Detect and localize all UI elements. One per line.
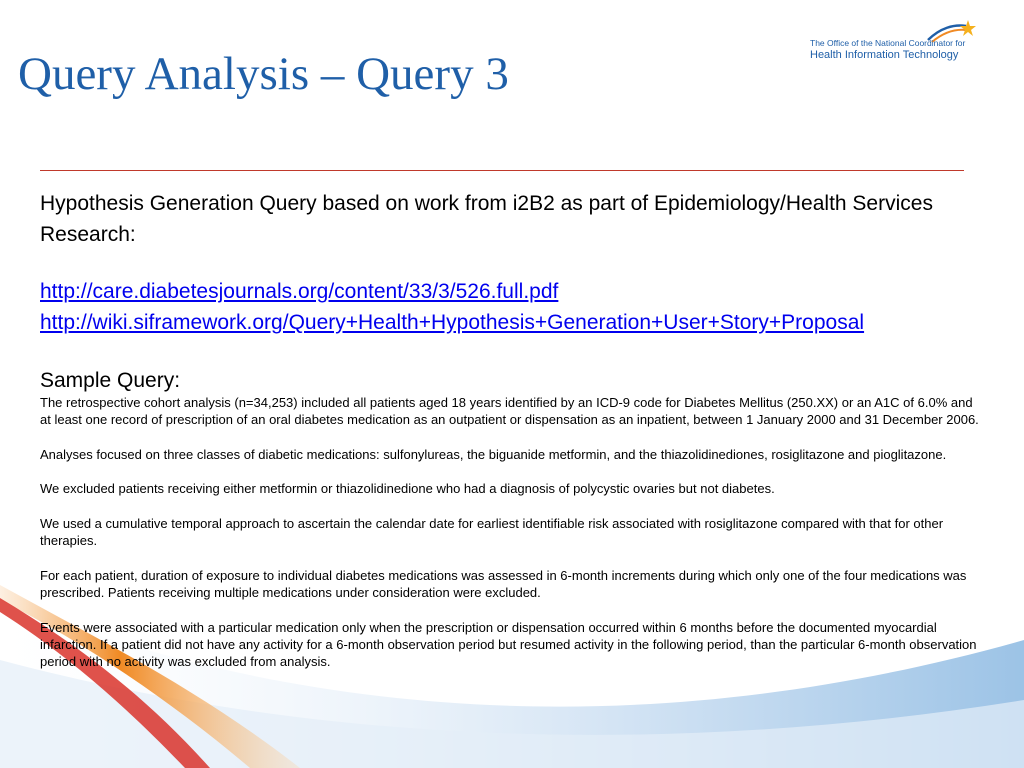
query-paragraph-temporal-approach: We used a cumulative temporal approach to ascertain the calendar date for earliest identifiable risk associated with rosiglitazone compared with that for other therapies. <box>40 516 944 549</box>
title-divider <box>40 170 964 171</box>
reference-link-diabetes-journal[interactable]: http://care.diabetesjournals.org/content/33/3/526.full.pdf <box>40 280 559 303</box>
logo-text-line1: The Office of the National Coordinator for <box>810 38 966 48</box>
reference-link-siframework-wiki[interactable]: http://wiki.siframework.org/Query+Health+Hypothesis+Generation+User+Story+Proposal <box>40 311 865 334</box>
query-paragraph-exclusion: We excluded patients receiving either metformin or thiazolidinedione who had a diagnosis of polycystic ovaries but not diabetes. <box>40 481 775 497</box>
query-paragraph-medication-classes: Analyses focused on three classes of diabetic medications: sulfonylureas, the biguanide metformin, and the thiazolidinediones, rosiglitazone and pioglitazone. <box>40 446 947 462</box>
intro-text: Hypothesis Generation Query based on work from i2B2 as part of Epidemiology/Health Services Research: <box>40 192 933 246</box>
logo-text-line2: Health Information Technology <box>810 49 959 61</box>
sample-query-heading: Sample Query: <box>40 369 181 392</box>
slide-body <box>40 188 980 671</box>
query-paragraph-events: Events were associated with a particular medication only when the prescription or dispensation occurred within 6 months before the documented myocardial infarction. If a patient did not have any activity for a 6-month observation period but resumed activity in the following period, than the particular 6-month observation period with no activity was excluded from analysis. <box>40 619 977 670</box>
sample-query-text <box>40 394 980 671</box>
query-paragraph-exposure: For each patient, duration of exposure to individual diabetes medications was assessed in 6-month increments during which only one of the four medications was prescribed. Patients receiving multiple medications under consideration were excluded. <box>40 567 967 601</box>
reference-links <box>40 276 980 338</box>
onc-logo <box>808 18 988 68</box>
slide-title: Query Analysis – Query 3 <box>18 48 509 100</box>
query-paragraph-cohort: The retrospective cohort analysis (n=34,253) included all patients aged 18 years identified by an ICD-9 code for Diabetes Mellitus (250.XX) or an A1C of 6.0% and at least one record of prescription of an oral diabetes medication as an outpatient or dispensation as an inpatient, between 1 January 2000 and 31 December 2006. <box>40 395 979 428</box>
